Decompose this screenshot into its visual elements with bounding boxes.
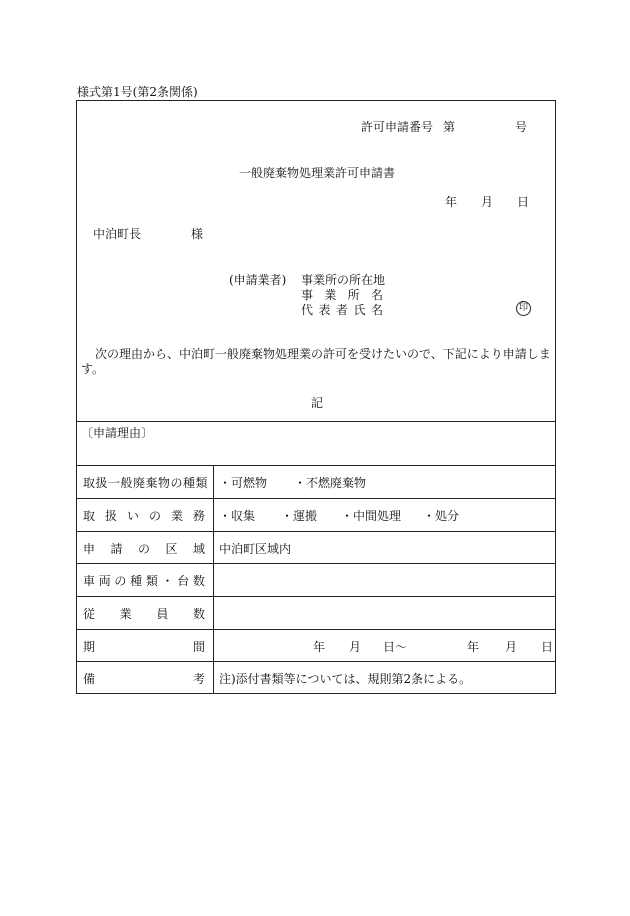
row-label-period: 期 間 [83, 640, 205, 654]
row-value-business-1: ・収集 [219, 509, 256, 523]
row-label-vehicles: 車 両 の 種 類 ・ 台 数 [83, 574, 205, 588]
application-number-label: 許可申請番号 [361, 120, 434, 134]
ki-heading: 記 [311, 396, 324, 410]
date-day: 日 [517, 195, 530, 209]
column-divider [213, 465, 214, 694]
applicant-office-label: 事 業 所 名 [301, 288, 383, 302]
period-year-2: 年 [467, 640, 480, 654]
divider [77, 661, 555, 662]
row-value-remarks: 注)添付書類等については、規則第2条による。 [219, 672, 472, 686]
period-day-1: 日〜 [383, 640, 408, 654]
row-value-area: 中泊町区域内 [219, 542, 292, 556]
row-value-business-2: ・運搬 [281, 509, 318, 523]
reason-label: 〔申請理由〕 [81, 426, 154, 440]
divider [77, 596, 555, 597]
period-month-2: 月 [505, 640, 518, 654]
divider [77, 563, 555, 564]
row-value-business-3: ・中間処理 [341, 509, 402, 523]
document-title: 一般廃棄物処理業許可申請書 [239, 166, 396, 180]
seal-mark-icon: 印 [516, 301, 531, 316]
period-year-1: 年 [313, 640, 326, 654]
period-day-2: 日 [541, 640, 554, 654]
row-label-employees: 従 業 員 数 [83, 607, 205, 621]
application-number-dai: 第 [443, 120, 456, 134]
applicant-label: (申請業者) [229, 273, 287, 287]
row-value-waste-type-1: ・可燃物 [219, 476, 268, 490]
applicant-representative-label: 代 表 者 氏 名 [301, 303, 383, 317]
addressee-honorific: 様 [191, 227, 204, 241]
divider [77, 421, 555, 422]
date-month: 月 [481, 195, 494, 209]
row-label-remarks: 備 考 [83, 672, 205, 686]
addressee-name: 中泊町長 [93, 227, 142, 241]
divider [77, 531, 555, 532]
application-form-frame [76, 100, 556, 694]
row-label-area: 申 請 の 区 域 [83, 542, 205, 556]
divider [77, 465, 555, 466]
application-statement: 次の理由から、中泊町一般廃棄物処理業の許可を受けたいので、下記により申請します。 [81, 347, 551, 376]
application-number-go: 号 [515, 120, 528, 134]
divider [77, 629, 555, 630]
applicant-address-label: 事業所の所在地 [301, 273, 386, 287]
date-year: 年 [445, 195, 458, 209]
row-label-waste-type: 取扱一般廃棄物の種類 [83, 476, 209, 490]
form-number-label: 様式第1号(第2条関係) [77, 85, 198, 99]
row-value-waste-type-2: ・不燃廃棄物 [294, 476, 367, 490]
period-month-1: 月 [349, 640, 362, 654]
divider [77, 498, 555, 499]
row-label-business: 取 扱 い の 業 務 [83, 509, 205, 523]
row-value-business-4: ・処分 [423, 509, 460, 523]
